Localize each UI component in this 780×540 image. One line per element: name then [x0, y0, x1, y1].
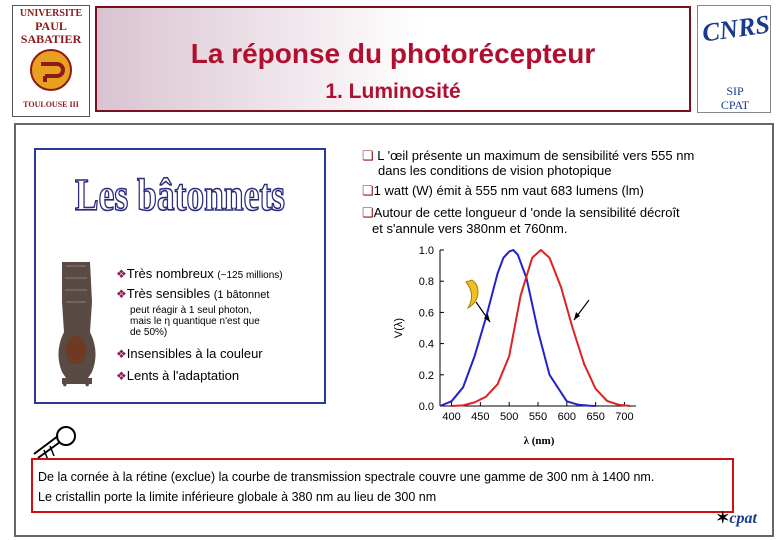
- rods-heading: [70, 160, 290, 222]
- sensitivity-chart: [384, 240, 644, 450]
- x-tick-label: 650: [586, 411, 605, 423]
- bullet-detail: (~125 millions): [217, 270, 283, 281]
- y-tick-label: 0.6: [418, 307, 434, 320]
- cnrs-logo: [697, 5, 771, 113]
- cpat-logo-text: cpat: [729, 510, 757, 527]
- y-tick-label: 0.4: [418, 338, 434, 351]
- bullet-detail: (1 bâtonnet: [213, 289, 270, 301]
- page-subtitle: 1. Luminosité: [325, 80, 461, 103]
- y-tick-label: 0.2: [418, 369, 434, 382]
- explanation-line: et s'annule vers 380nm et 760nm.: [372, 221, 568, 236]
- explanation-line: L 'œil présente un maximum de sensibilité vers 555 nm: [377, 148, 695, 163]
- x-axis-label: λ (nm): [523, 435, 555, 447]
- bullet-text: Très nombreux: [126, 266, 214, 281]
- cnrs-logo-text: CNRS: [700, 9, 772, 48]
- explanation-item: [362, 148, 694, 164]
- note-line: de 50%): [130, 327, 168, 338]
- x-tick-label: 550: [528, 411, 548, 423]
- star-icon: ✶: [716, 510, 730, 527]
- y-tick-label: 1.0: [418, 245, 434, 257]
- y-axis-label: V(λ): [393, 317, 405, 339]
- photopic-curve: [452, 250, 631, 406]
- y-tick-label: 0.8: [418, 276, 434, 289]
- x-tick-label: 700: [615, 411, 634, 423]
- page-title: La réponse du photorécepteur: [190, 38, 596, 69]
- rods-heading-text: Les bâtonnets: [75, 169, 285, 220]
- ups-logo: [12, 5, 90, 117]
- transmission-note: [31, 458, 734, 513]
- book-bullet-icon: ❏: [362, 183, 374, 198]
- explanation-item: [362, 205, 680, 221]
- explanation-line: 1 watt (W) émit à 555 nm vaut 683 lumens (lm): [373, 183, 644, 198]
- cpat-label: CPAT: [720, 98, 750, 112]
- book-bullet-icon: ❏: [362, 148, 378, 163]
- bullet-item: [116, 368, 239, 383]
- x-tick-label: 400: [442, 411, 461, 423]
- transmission-line: De la cornée à la rétine (exclue) la courbe de transmission spectrale couvre une gamme de 300 nm à 1400 nm.: [38, 470, 655, 484]
- y-tick-label: 0.0: [418, 401, 434, 413]
- sip-cpat-label: [698, 84, 772, 112]
- x-tick-label: 450: [471, 411, 490, 423]
- bullet-item: [116, 286, 269, 301]
- x-tick-label: 600: [557, 411, 577, 423]
- rod-cell-image: [48, 258, 104, 392]
- note-line: peut réagir à 1 seul photon,: [130, 305, 252, 316]
- chart-series: [440, 250, 630, 406]
- header: [95, 6, 691, 112]
- x-tick-label: 500: [499, 411, 519, 423]
- bullet-text: Lents à l'adaptation: [126, 368, 240, 383]
- diamond-bullet-icon: ❖: [116, 347, 127, 361]
- note-line: mais le η quantique n'est que: [130, 316, 260, 327]
- explanation-line: Autour de cette longueur d 'onde la sensibilité décroît: [373, 205, 680, 220]
- ups-logo-line: SABATIER: [20, 32, 82, 46]
- diamond-bullet-icon: ❖: [116, 369, 127, 383]
- ups-logo-line: UNIVERSITE: [19, 8, 83, 19]
- ups-logo-line: PAUL: [35, 19, 67, 33]
- transmission-line: Le cristallin porte la limite inférieure globale à 380 nm au lieu de 300 nm: [38, 490, 437, 504]
- bullet-item: [116, 346, 263, 361]
- diamond-bullet-icon: ❖: [116, 267, 127, 281]
- ups-emblem-icon: [29, 48, 73, 92]
- cpat-logo: [716, 508, 757, 528]
- ups-logo-line: TOULOUSE III: [23, 100, 79, 109]
- bullet-item: [116, 266, 283, 281]
- explanation-line: dans les conditions de vision photopique: [378, 163, 612, 178]
- explanation-item: [362, 183, 644, 199]
- diamond-bullet-icon: ❖: [116, 287, 127, 301]
- bullet-text: Insensibles à la couleur: [126, 346, 263, 361]
- moon-icon: [466, 280, 478, 308]
- bullet-text: Très sensibles: [126, 286, 211, 301]
- sensitivity-note: [130, 305, 260, 338]
- book-bullet-icon: ❏: [362, 205, 374, 220]
- sip-label: SIP: [726, 84, 744, 98]
